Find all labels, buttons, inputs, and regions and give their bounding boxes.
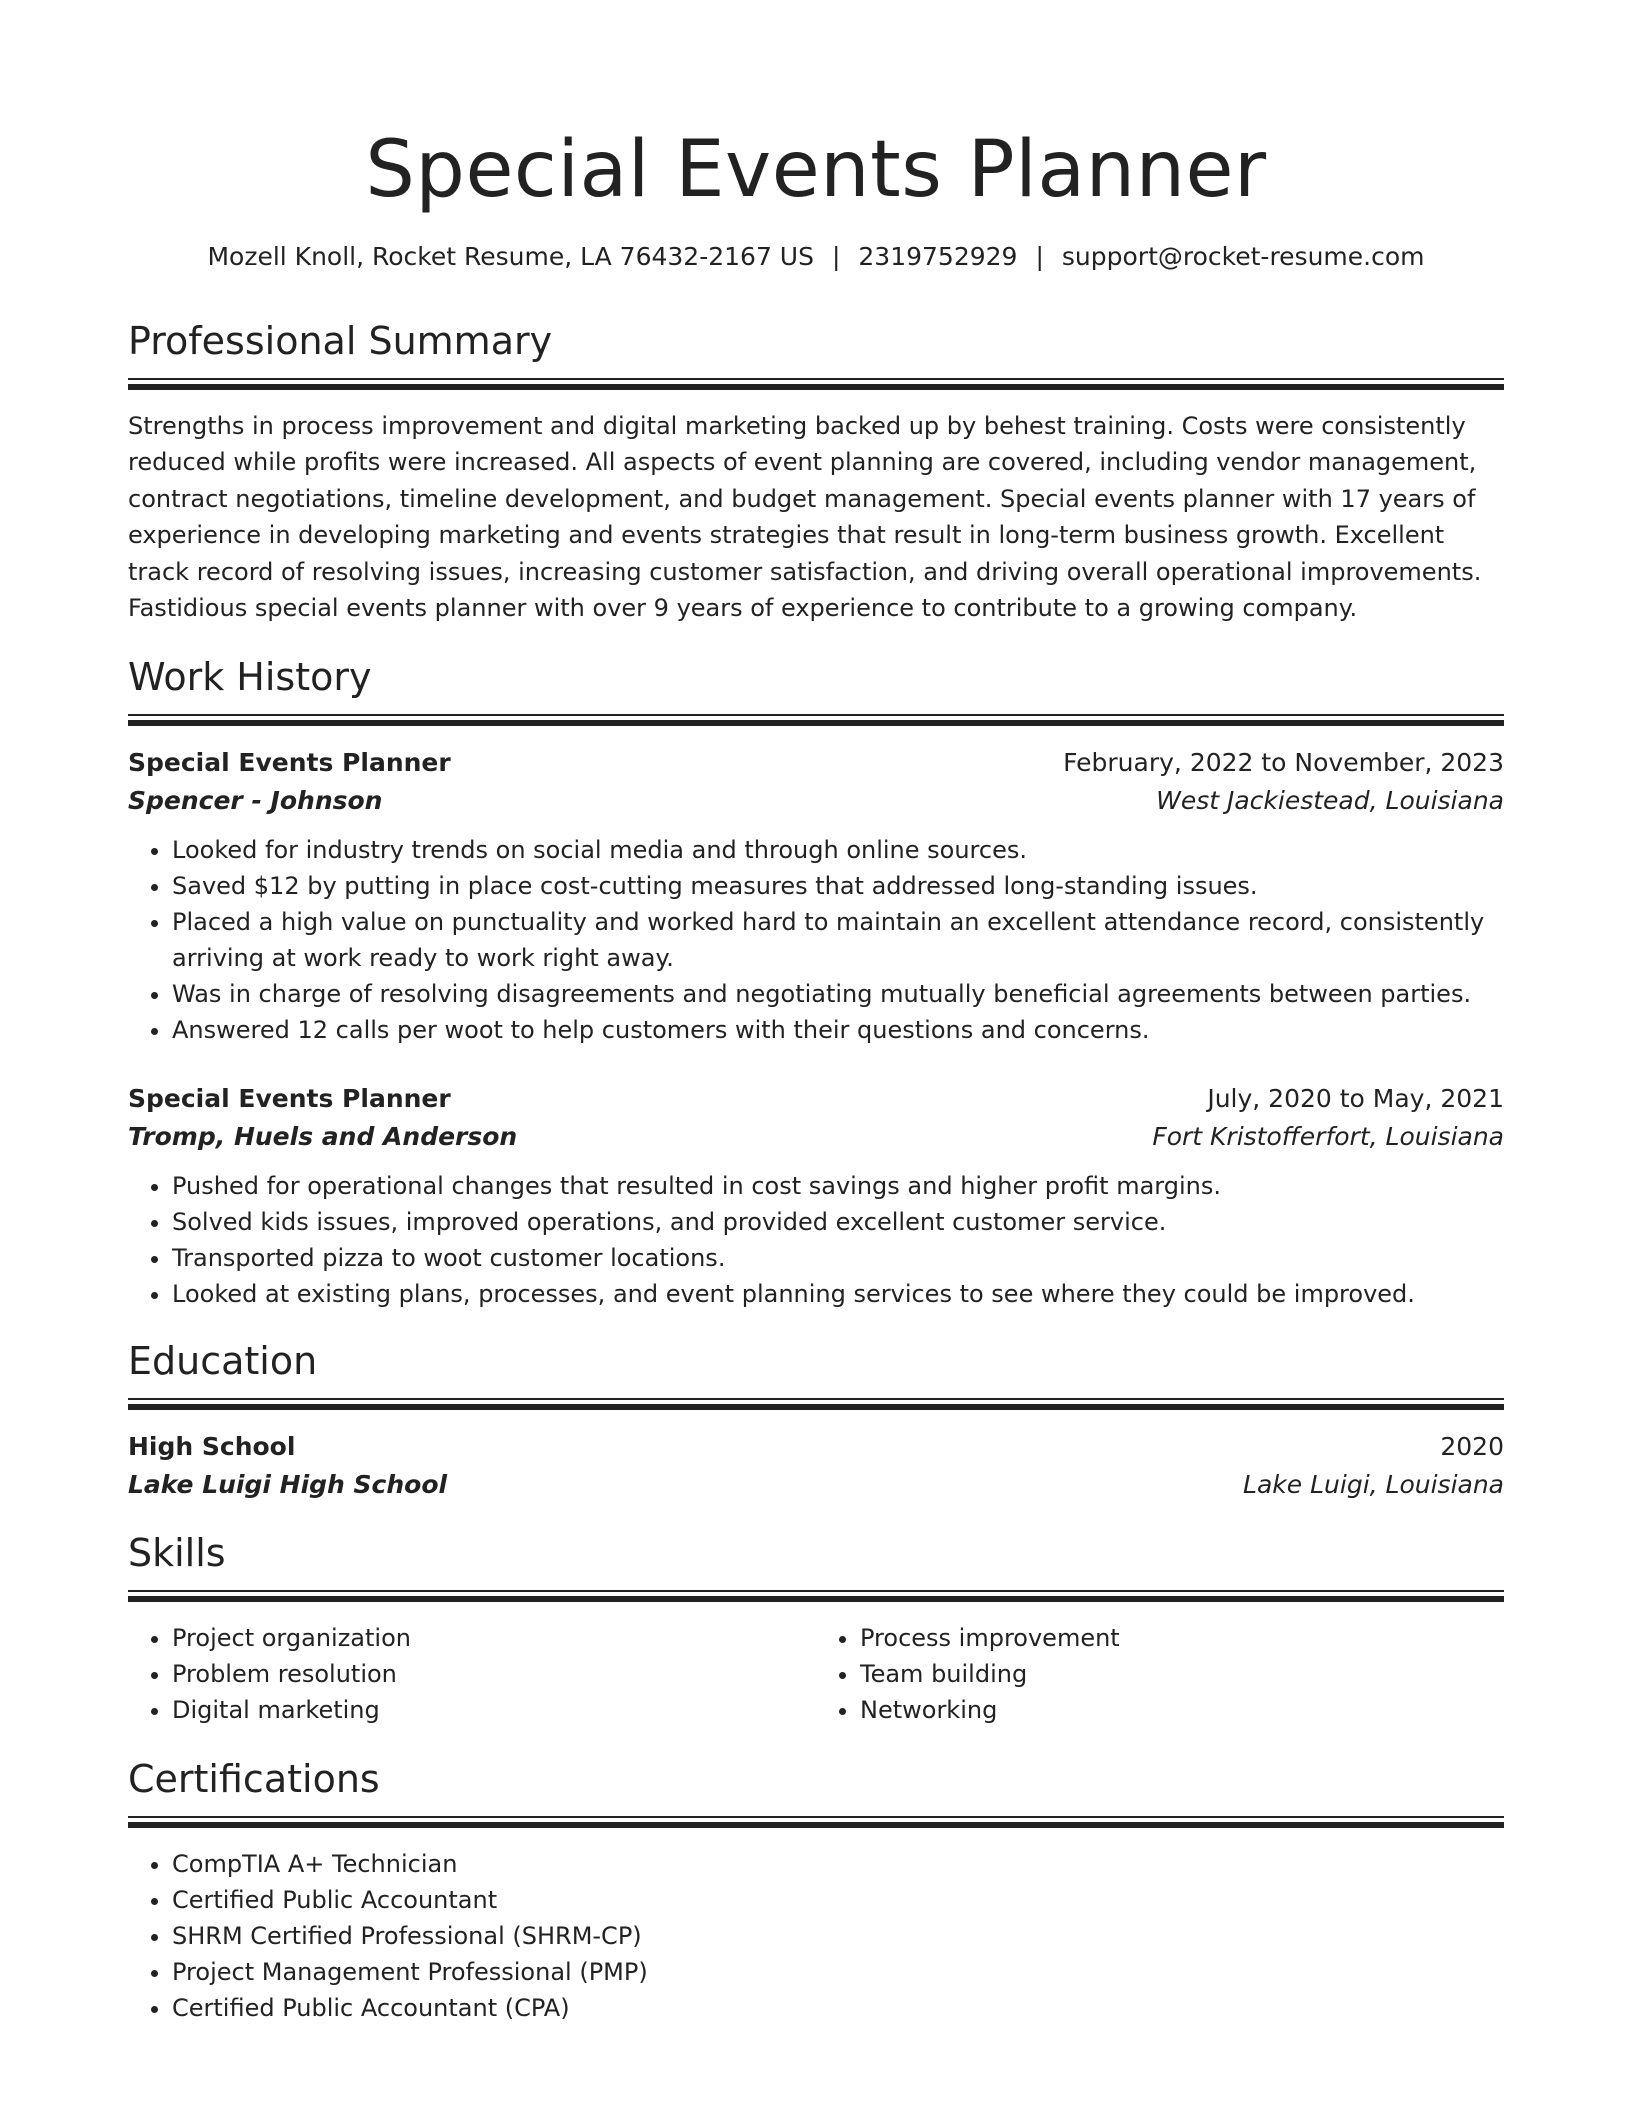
- list-item: • Placed a high value on punctuality and worked hard to maintain an excellent attendance record, consistently arriving at work ready to work right away.: [172, 904, 1504, 976]
- certifications-list: [128, 1846, 1504, 2026]
- section-divider: [128, 1590, 1504, 1602]
- list-item: • Digital marketing: [172, 1692, 816, 1728]
- job-dates: February, 2022 to November, 2023: [1063, 748, 1504, 778]
- list-item: • Transported pizza to woot customer locations.: [172, 1240, 1504, 1276]
- skills-column-left: [128, 1620, 816, 1728]
- skills-list: [816, 1620, 1504, 1728]
- certifications-heading: Certifications: [128, 1757, 380, 1802]
- list-item: • Project Management Professional (PMP): [172, 1954, 1504, 1990]
- job-entry: [128, 1080, 1504, 1312]
- list-item: • Was in charge of resolving disagreements and negotiating mutually beneficial agreements between parties.: [172, 976, 1504, 1012]
- job-org-row: [128, 782, 1504, 820]
- education-section: [128, 1336, 1504, 1504]
- list-item: • Looked at existing plans, processes, and event planning services to see where they could be improved.: [172, 1276, 1504, 1312]
- list-item: • Answered 12 calls per woot to help customers with their questions and concerns.: [172, 1012, 1504, 1048]
- skills-heading: Skills: [128, 1531, 226, 1576]
- job-bullets: [128, 1168, 1504, 1312]
- contact-separator: |: [831, 242, 841, 271]
- list-item: • Certified Public Accountant: [172, 1882, 1504, 1918]
- contact-email: support@rocket-resume.com: [1061, 242, 1425, 271]
- work-section: [128, 652, 1504, 1312]
- contact-address: Mozell Knoll, Rocket Resume, LA 76432-2167 US: [207, 242, 814, 271]
- list-item: • Problem resolution: [172, 1656, 816, 1692]
- list-item: • Networking: [860, 1692, 1504, 1728]
- list-item: • Pushed for operational changes that resulted in cost savings and higher profit margins.: [172, 1168, 1504, 1204]
- certifications-section: [128, 1754, 1504, 2026]
- job-location: Fort Kristofferfort, Louisiana: [1152, 1122, 1504, 1152]
- education-heading: Education: [128, 1339, 318, 1384]
- job-bullets: [128, 832, 1504, 1048]
- section-divider: [128, 1816, 1504, 1828]
- contact-phone: 2319752929: [858, 242, 1018, 271]
- education-year: 2020: [1440, 1432, 1504, 1462]
- contact-separator: |: [1035, 242, 1044, 271]
- job-header-row: [128, 1080, 1504, 1118]
- education-degree: High School: [128, 1432, 296, 1462]
- list-item: • Solved kids issues, improved operations, and provided excellent customer service.: [172, 1204, 1504, 1240]
- list-item: • SHRM Certified Professional (SHRM-CP): [172, 1918, 1504, 1954]
- education-school-row: [128, 1466, 1504, 1504]
- list-item: • Saved $12 by putting in place cost-cutting measures that addressed long-standing issues.: [172, 868, 1504, 904]
- work-heading: Work History: [128, 655, 372, 700]
- education-header-row: [128, 1428, 1504, 1466]
- skills-grid: [128, 1620, 1504, 1728]
- list-item: • Process improvement: [860, 1620, 1504, 1656]
- section-divider: [128, 378, 1504, 390]
- section-divider: [128, 1398, 1504, 1410]
- summary-heading: Professional Summary: [128, 319, 553, 363]
- section-divider: [128, 714, 1504, 726]
- list-item: • Team building: [860, 1656, 1504, 1692]
- skills-section: [128, 1528, 1504, 1728]
- list-item: • Project organization: [172, 1620, 816, 1656]
- job-entry: [128, 744, 1504, 1048]
- resume-title: Special Events Planner: [365, 125, 1267, 215]
- job-header-row: [128, 744, 1504, 782]
- job-title: Special Events Planner: [128, 1084, 451, 1114]
- job-company: Spencer - Johnson: [128, 786, 383, 816]
- education-school: Lake Luigi High School: [128, 1470, 448, 1500]
- skills-list: [128, 1620, 816, 1728]
- job-title: Special Events Planner: [128, 748, 451, 778]
- list-item: • Looked for industry trends on social media and through online sources.: [172, 832, 1504, 868]
- skills-column-right: [816, 1620, 1504, 1728]
- list-item: • Certified Public Accountant (CPA): [172, 1990, 1504, 2026]
- summary-text: Strengths in process improvement and digital marketing backed up by behest training. Costs were consistently reduced while profits were increased. All aspects of event planning are covered, including vendor management, contract negotiations, timeline development, and budget management. Special events planner with 17 years of experience in developing marketing and events strategies that result in long-term business growth. Excellent track record of resolving issues, increasing customer satisfaction, and driving overall operational improvements. Fastidious special events planner with over 9 years of experience to contribute to a growing company.: [128, 412, 1482, 623]
- contact-line: [128, 240, 1504, 274]
- job-company: Tromp, Huels and Anderson: [128, 1122, 518, 1152]
- job-org-row: [128, 1118, 1504, 1156]
- job-dates: July, 2020 to May, 2021: [1207, 1084, 1504, 1114]
- job-location: West Jackiestead, Louisiana: [1156, 786, 1504, 816]
- list-item: • CompTIA A+ Technician: [172, 1846, 1504, 1882]
- summary-section: [128, 316, 1504, 626]
- education-location: Lake Luigi, Louisiana: [1243, 1470, 1504, 1500]
